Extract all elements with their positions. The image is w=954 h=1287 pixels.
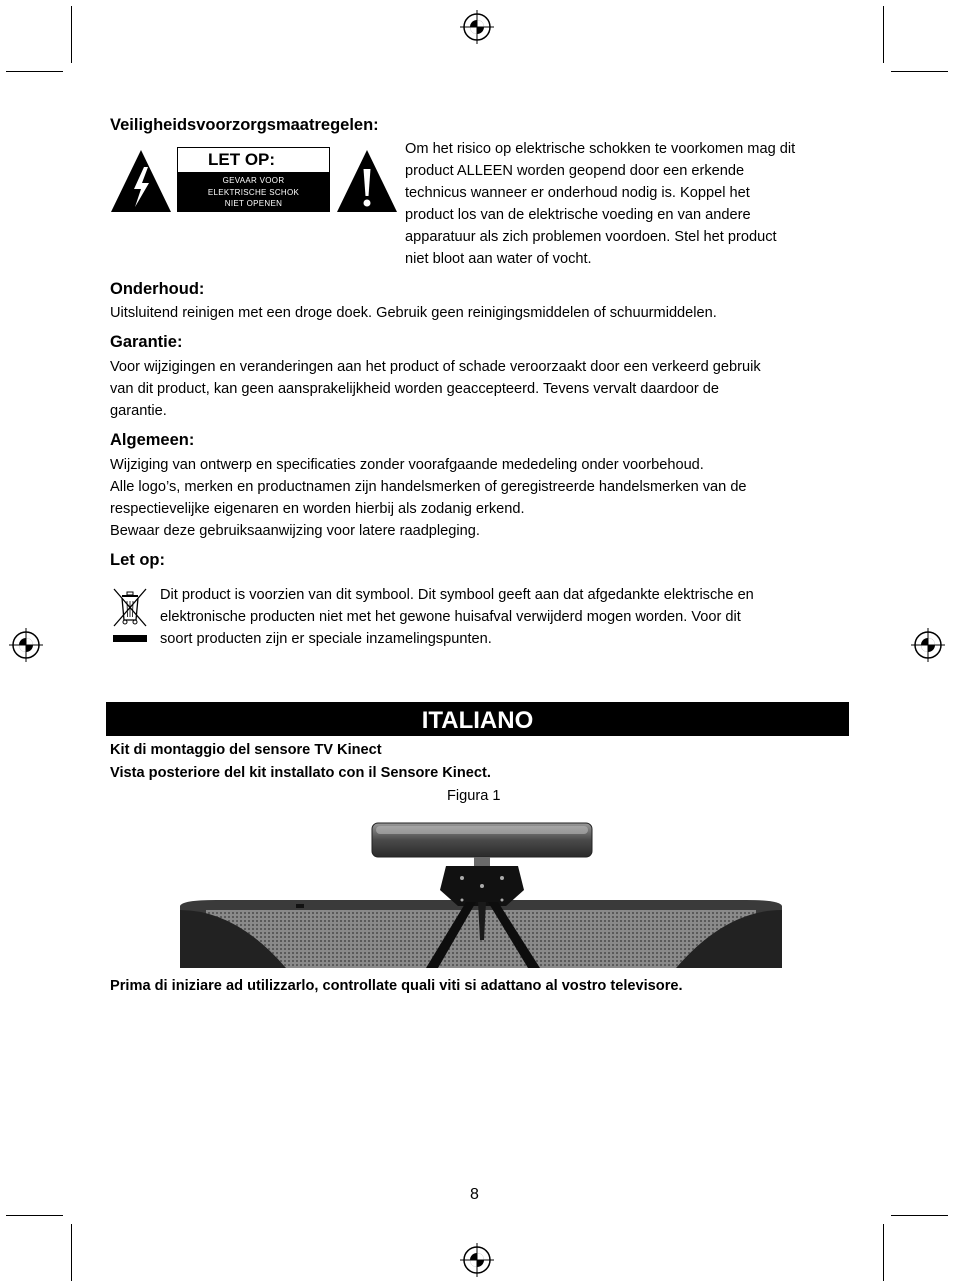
warning-title: LET OP: xyxy=(208,150,276,169)
attention-heading: Let op: xyxy=(110,551,165,569)
text-line: elektronische producten niet met het gewone huisafval verwijderd mogen worden. Voor dit xyxy=(160,609,741,625)
weee-bin-icon xyxy=(110,586,150,646)
figure-caption: Figura 1 xyxy=(447,788,501,804)
safety-text xyxy=(405,138,855,270)
maintenance-text: Uitsluitend reinigen met een droge doek. Gebruik geen reinigingsmiddelen of schuurmiddelen. xyxy=(110,305,717,321)
text-line: Voor wijzigingen en veranderingen aan het product of schade veroorzaakt door een verkeerd gebruik xyxy=(110,359,761,375)
text-line: garantie. xyxy=(110,403,167,419)
crop-mark xyxy=(71,6,72,63)
safety-heading: Veiligheidsvoorzorgsmaatregelen: xyxy=(110,116,379,134)
text-line: Alle logo’s, merken en productnamen zijn handelsmerken of geregistreerde handelsmerken van de xyxy=(110,479,747,495)
warning-line: NIET OPENEN xyxy=(224,199,283,208)
text-line: product ALLEEN worden geopend door een erkende xyxy=(405,163,745,179)
text-line: Bewaar deze gebruiksaanwijzing voor latere raadpleging. xyxy=(110,523,480,539)
general-heading: Algemeen: xyxy=(110,431,195,449)
italian-title: Kit di montaggio del sensore TV Kinect xyxy=(110,742,382,758)
section-banner: ITALIANO xyxy=(106,702,849,736)
italian-closing: Prima di iniziare ad utilizzarlo, controllate quali viti si adattano al vostro televisore. xyxy=(110,978,683,994)
lightning-warning-icon xyxy=(110,149,172,213)
italian-subtitle: Vista posteriore del kit installato con il Sensore Kinect. xyxy=(110,765,491,781)
registration-mark-icon xyxy=(460,10,494,44)
text-line: Wijziging van ontwerp en specificaties zonder voorafgaande mededeling onder voorbehoud. xyxy=(110,457,704,473)
registration-mark-icon xyxy=(9,628,43,662)
text-line: soort producten zijn er speciale inzamelingspunten. xyxy=(160,631,492,647)
general-text xyxy=(110,454,870,542)
warranty-heading: Garantie: xyxy=(110,333,183,351)
crop-mark xyxy=(71,1224,72,1281)
crop-mark xyxy=(6,71,63,72)
text-line: apparatuur als zich problemen voordoen. Stel het product xyxy=(405,229,777,245)
text-line: technicus wanneer er onderhoud nodig is. Koppel het xyxy=(405,185,750,201)
warning-text xyxy=(178,172,329,211)
text-line: Om het risico op elektrische schokken te voorkomen mag dit xyxy=(405,141,796,157)
text-line: Dit product is voorzien van dit symbool. Dit symbool geeft aan dat afgedankte elektrische en xyxy=(160,587,754,603)
crop-mark xyxy=(6,1215,63,1216)
maintenance-heading: Onderhoud: xyxy=(110,280,205,298)
warning-label xyxy=(177,147,330,212)
page-number: 8 xyxy=(470,1186,479,1203)
text-line: niet bloot aan water of vocht. xyxy=(405,251,592,267)
warranty-text xyxy=(110,356,870,422)
warning-line: ELEKTRISCHE SCHOK xyxy=(207,187,300,197)
text-line: respectievelijke eigenaren en worden hierbij als zodanig erkend. xyxy=(110,501,525,517)
attention-text xyxy=(160,584,860,650)
registration-mark-icon xyxy=(911,628,945,662)
crop-mark xyxy=(891,71,948,72)
exclamation-warning-icon xyxy=(336,149,398,213)
figure-kinect-mount xyxy=(176,820,786,970)
text-line: van dit product, kan geen aansprakelijkheid worden geaccepteerd. Tevens vervalt daardoor de xyxy=(110,381,720,397)
crop-mark xyxy=(883,1224,884,1281)
warning-line: GEVAAR VOOR xyxy=(222,176,285,185)
text-line: product los van de elektrische voeding en van andere xyxy=(405,207,751,223)
crop-mark xyxy=(883,6,884,63)
registration-mark-icon xyxy=(460,1243,494,1277)
crop-mark xyxy=(891,1215,948,1216)
